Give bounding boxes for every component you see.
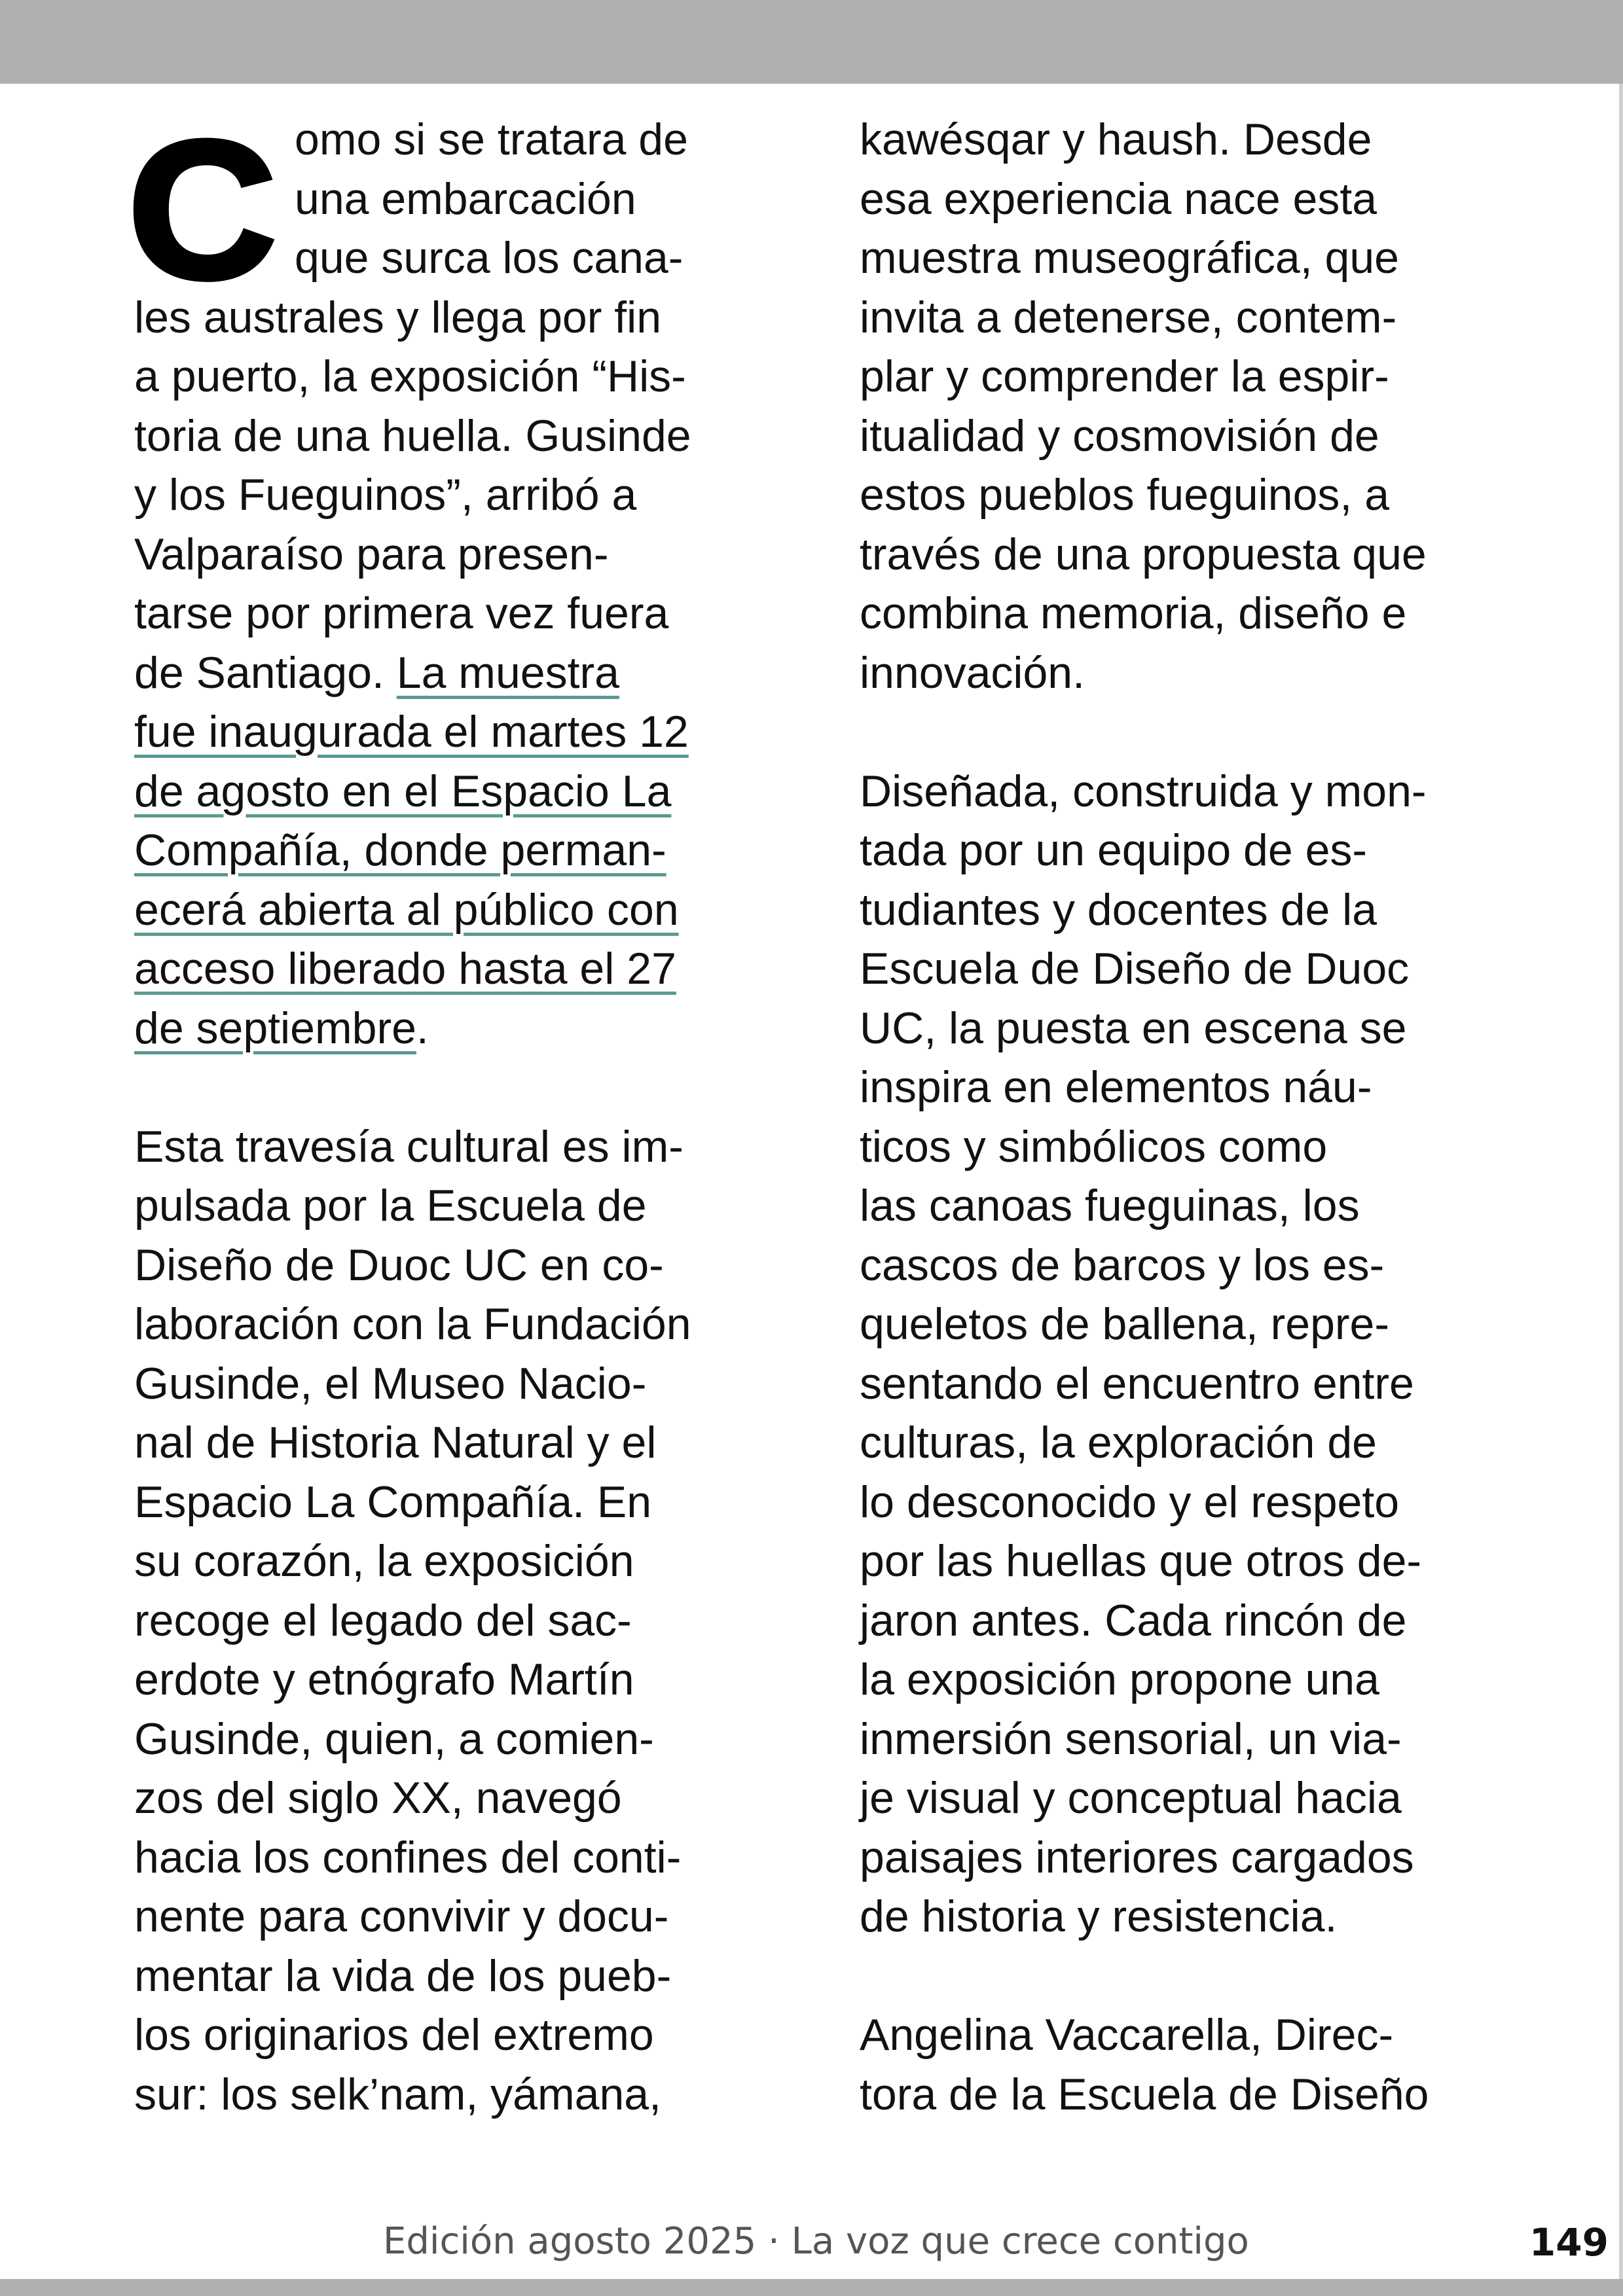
- text-line: y los Fueguinos”, arribó a: [134, 470, 637, 520]
- text-line: [134, 880, 789, 940]
- text-line: omo si se tratara de: [295, 115, 688, 164]
- text-line: inspira en elementos náu-: [860, 1062, 1372, 1112]
- text-line: tora de la Escuela de Diseño: [860, 2069, 1429, 2119]
- text-line: UC, la puesta en escena se: [860, 1003, 1407, 1053]
- text-line: de historia y resistencia.: [860, 1892, 1338, 1941]
- text-line: sentando el encuentro entre: [860, 1358, 1414, 1408]
- text-line: esa experiencia nace esta: [860, 173, 1377, 224]
- text-line: paisajes interiores cargados: [860, 1832, 1414, 1882]
- highlighted-text: acceso liberado hasta el 27: [134, 944, 676, 994]
- paragraph-gap: [860, 702, 1521, 762]
- text-line: culturas, la exploración de: [860, 1418, 1377, 1467]
- footer-edition-text: Edición agosto 2025 · La voz que crece contigo: [383, 2220, 1249, 2263]
- top-bar: [0, 0, 1623, 84]
- text-line-mixed: [134, 999, 789, 1058]
- text-line: tarse por primera vez fuera: [134, 588, 669, 638]
- text-line: zos del siglo XX, navegó: [134, 1773, 622, 1823]
- text-line: je visual y conceptual hacia: [860, 1773, 1402, 1823]
- text-line: Valparaíso para presen-: [134, 529, 609, 579]
- text-line: una embarcación: [295, 173, 636, 224]
- text-line: nente para convivir y docu-: [134, 1892, 669, 1941]
- text-line: lo desconocido y el respeto: [860, 1477, 1400, 1527]
- text-line: que surca los cana-: [295, 233, 684, 283]
- text-line: invita a detenerse, contem-: [860, 292, 1397, 342]
- text-line: las canoas fueguinas, los: [860, 1181, 1360, 1230]
- text-line: inmersión sensorial, un via-: [860, 1713, 1402, 1764]
- text-segment: .: [416, 1003, 429, 1053]
- highlighted-text: Compañía, donde perman-: [134, 825, 666, 875]
- text-line: a puerto, la exposición “His-: [134, 351, 686, 401]
- text-line: mentar la vida de los pueb-: [134, 1950, 672, 2001]
- text-line: Espacio La Compañía. En: [134, 1477, 652, 1527]
- paragraph-gap: [860, 1946, 1521, 2006]
- highlighted-text: La muestra: [396, 647, 619, 698]
- text-line: recoge el legado del sac-: [134, 1595, 632, 1645]
- text-line: hacia los confines del conti-: [134, 1832, 682, 1882]
- highlighted-text: fue inaugurada el martes 12: [134, 707, 689, 757]
- text-line: Angelina Vaccarella, Direc-: [860, 2010, 1394, 2060]
- text-line: queletos de ballena, repre-: [860, 1299, 1389, 1349]
- text-line: pulsada por la Escuela de: [134, 1181, 647, 1230]
- text-line: laboración con la Fundación: [134, 1299, 691, 1349]
- text-line-mixed: [134, 643, 789, 703]
- bottom-bar: [0, 2279, 1623, 2296]
- text-line: les australes y llega por fin: [134, 292, 662, 342]
- text-line: Gusinde, quien, a comien-: [134, 1713, 654, 1764]
- text-line: [134, 762, 789, 821]
- paragraph-gap: [134, 1058, 789, 1117]
- right-edge-rule: [1619, 84, 1623, 2279]
- text-line: [134, 939, 789, 999]
- text-line: los originarios del extremo: [134, 2010, 654, 2060]
- text-line: Gusinde, el Museo Nacio-: [134, 1358, 647, 1408]
- text-line: su corazón, la exposición: [134, 1536, 634, 1586]
- text-line: plar y comprender la espir-: [860, 351, 1389, 401]
- highlighted-text: ecerá abierta al público con: [134, 884, 679, 935]
- highlighted-text: de septiembre: [134, 1003, 416, 1053]
- text-line: itualidad y cosmovisión de: [860, 410, 1379, 461]
- text-line: muestra museográfica, que: [860, 233, 1399, 283]
- text-line: sur: los selk’nam, yámana,: [134, 2069, 661, 2119]
- text-line: [134, 702, 789, 762]
- text-line: cascos de barcos y los es-: [860, 1240, 1385, 1290]
- text-line: por las huellas que otros de-: [860, 1536, 1422, 1586]
- text-line: Escuela de Diseño de Duoc: [860, 944, 1410, 994]
- text-line: Diseño de Duoc UC en co-: [134, 1240, 664, 1290]
- drop-cap: C: [128, 99, 277, 319]
- text-line: jaron antes. Cada rincón de: [860, 1595, 1407, 1645]
- text-line: kawésqar y haush. Desde: [860, 115, 1372, 164]
- article-column-left: [134, 110, 789, 2124]
- text-line: través de una propuesta que: [860, 529, 1427, 579]
- text-line: ticos y simbólicos como: [860, 1121, 1328, 1172]
- text-line: combina memoria, diseño e: [860, 588, 1407, 638]
- text-line: tudiantes y docentes de la: [860, 884, 1377, 935]
- text-line: erdote y etnógrafo Martín: [134, 1655, 634, 1704]
- text-line: [134, 821, 789, 880]
- text-line: Diseñada, construida y mon-: [860, 766, 1427, 816]
- highlighted-text: de agosto en el Espacio La: [134, 766, 672, 816]
- text-line: la exposición propone una: [860, 1655, 1379, 1704]
- text-line: innovación.: [860, 647, 1085, 698]
- text-segment: de Santiago.: [134, 647, 397, 698]
- page-number: 149: [1529, 2220, 1609, 2265]
- text-line: nal de Historia Natural y el: [134, 1418, 657, 1467]
- text-line: Esta travesía cultural es im-: [134, 1121, 684, 1172]
- article-column-right: [860, 110, 1521, 2124]
- text-line: tada por un equipo de es-: [860, 825, 1368, 875]
- text-line: estos pueblos fueguinos, a: [860, 470, 1390, 520]
- text-line: toria de una huella. Gusinde: [134, 410, 691, 461]
